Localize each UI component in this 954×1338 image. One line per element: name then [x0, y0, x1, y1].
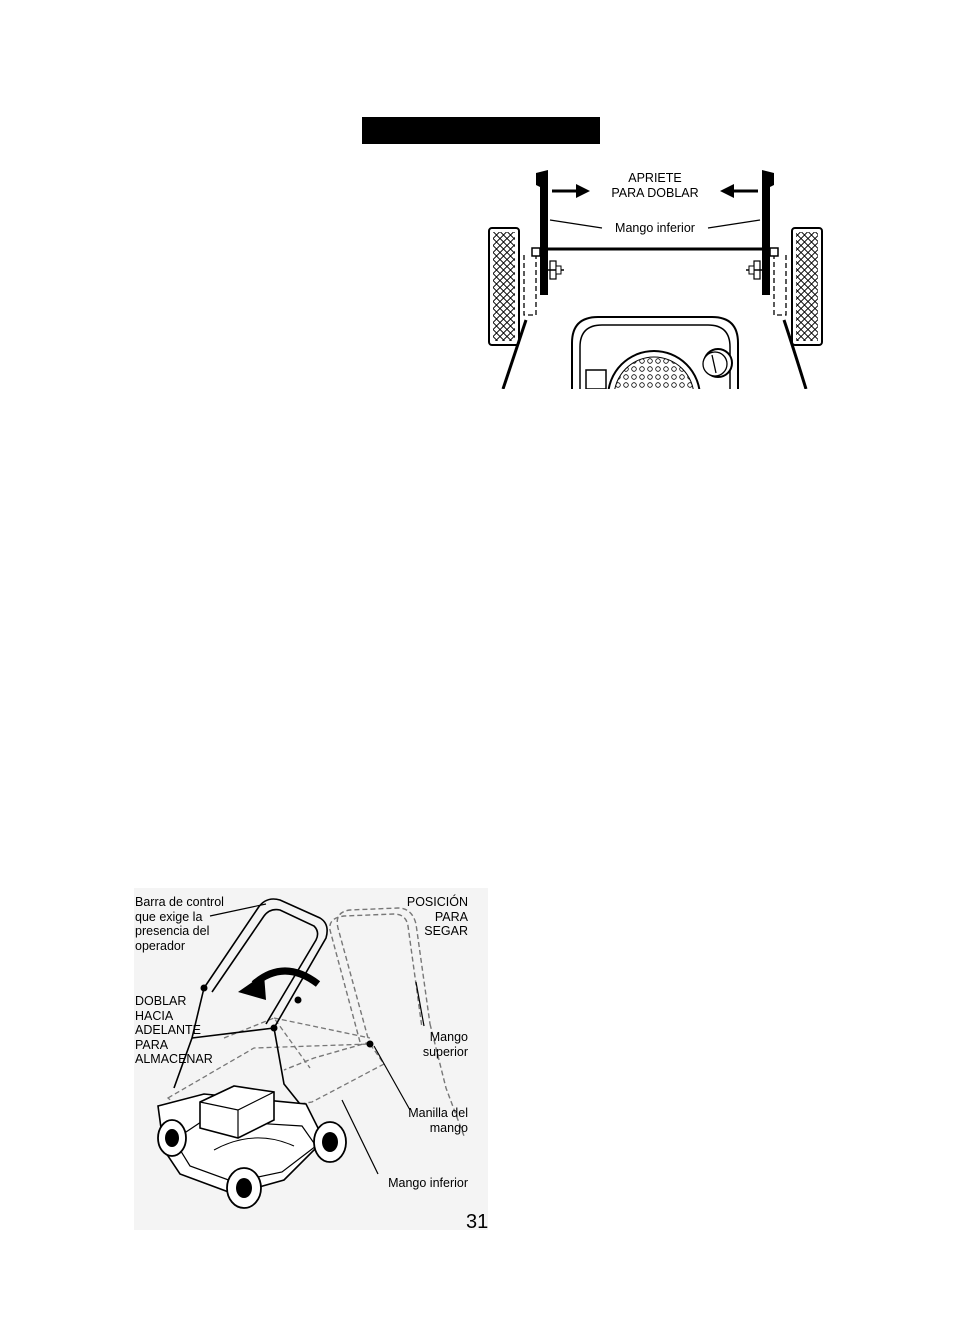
- knob-dot-icon: [367, 1041, 374, 1048]
- lower-handle-label: Mango inferior: [388, 1176, 468, 1190]
- front-right-wheel: [227, 1168, 261, 1208]
- mower-fold-diagram: [134, 888, 488, 1230]
- page-number: 31: [466, 1211, 489, 1233]
- section-header-bar: [362, 117, 600, 144]
- squeeze-arrow-left-icon: [552, 184, 590, 198]
- knob-dot-icon: [201, 985, 208, 992]
- control-bar-label: Barra de control que exige la presencia del operador: [135, 895, 224, 953]
- front-left-wheel: [158, 1120, 186, 1156]
- lower-handle-right: [762, 170, 774, 295]
- mow-position-label: POSICIÓN PARA SEGAR: [406, 895, 468, 938]
- knob-dot-icon: [295, 997, 302, 1004]
- rear-right-wheel: [314, 1122, 346, 1162]
- lower-handle-left: [536, 170, 548, 295]
- lower-handle-label: Mango inferior: [604, 221, 706, 236]
- engine-top-view: [572, 317, 738, 389]
- knob-dot-icon: [271, 1025, 278, 1032]
- upper-handle-label: Mango superior: [422, 1030, 468, 1059]
- left-wheel: [489, 228, 519, 345]
- right-wheel: [792, 228, 822, 345]
- fold-handle-diagram: [486, 165, 824, 389]
- squeeze-to-fold-label: APRIETE PARA DOBLAR: [611, 171, 699, 200]
- fold-forward-label: DOBLAR HACIA ADELANTE PARA ALMACENAR: [135, 994, 213, 1066]
- handle-knob-label: Manilla del mango: [408, 1106, 468, 1135]
- squeeze-arrow-right-icon: [720, 184, 758, 198]
